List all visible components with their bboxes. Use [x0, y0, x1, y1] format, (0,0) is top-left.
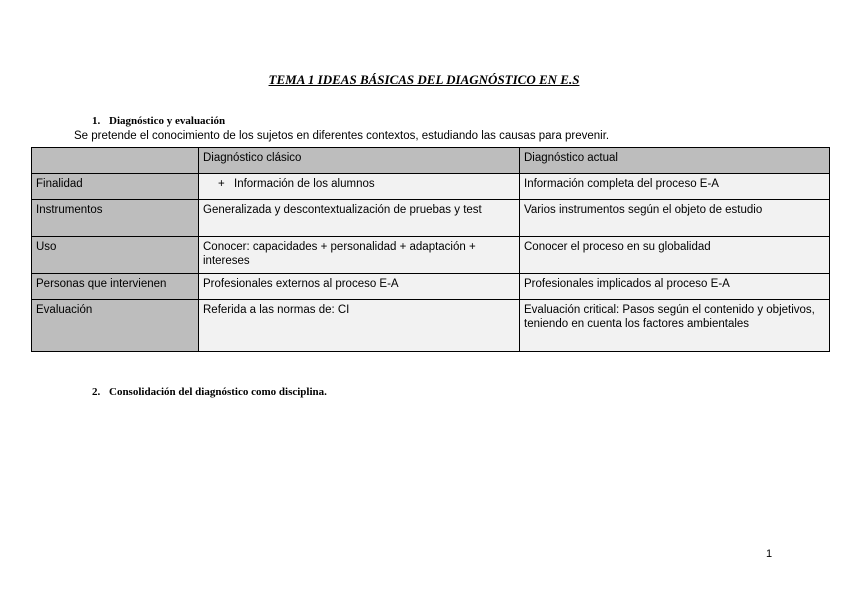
page-number: 1 — [766, 548, 773, 560]
row-classic-cell: Referida a las normas de: CI — [199, 300, 520, 352]
table-row — [32, 237, 830, 274]
row-label: Evaluación — [32, 300, 199, 352]
row-classic-cell: Profesionales externos al proceso E-A — [199, 274, 520, 300]
row-label: Finalidad — [32, 174, 199, 200]
section-number-2: 2. — [92, 386, 101, 398]
bullet-plus: + — [218, 178, 225, 190]
row-actual-cell: Varios instrumentos según el objeto de estudio — [520, 200, 830, 237]
row-actual-cell: Profesionales implicados al proceso E-A — [520, 274, 830, 300]
header-cell-classic: Diagnóstico clásico — [199, 148, 520, 174]
intro-paragraph: Se pretende el conocimiento de los sujetos en diferentes contextos, estudiando las causas para prevenir. — [74, 130, 610, 142]
section-heading-1 — [92, 115, 225, 127]
row-classic-text: Información de los alumnos — [234, 178, 375, 190]
table-row — [32, 300, 830, 352]
row-actual-cell: Información completa del proceso E-A — [520, 174, 830, 200]
table-header-row — [32, 148, 830, 174]
row-label: Personas que intervienen — [32, 274, 199, 300]
header-cell-actual: Diagnóstico actual — [520, 148, 830, 174]
comparison-table — [31, 147, 830, 352]
row-actual-cell: Conocer el proceso en su globalidad — [520, 237, 830, 274]
row-classic-cell: Conocer: capacidades + personalidad + adaptación + intereses — [199, 237, 520, 274]
table-row — [32, 174, 830, 200]
section-title-2: Consolidación del diagnóstico como disciplina. — [109, 386, 327, 398]
section-heading-2 — [92, 386, 327, 398]
section-title-1: Diagnóstico y evaluación — [109, 115, 226, 127]
document-title: TEMA 1 IDEAS BÁSICAS DEL DIAGNÓSTICO EN E.S — [268, 72, 580, 87]
row-classic-cell: Generalizada y descontextualización de pruebas y test — [199, 200, 520, 237]
section-number-1: 1. — [92, 115, 101, 127]
table-row — [32, 200, 830, 237]
row-classic-cell — [199, 174, 520, 200]
row-actual-cell: Evaluación critical: Pasos según el contenido y objetivos, teniendo en cuenta los factores ambientales — [520, 300, 830, 352]
header-cell-empty — [32, 148, 199, 174]
row-label: Instrumentos — [32, 200, 199, 237]
table-row — [32, 274, 830, 300]
row-label: Uso — [32, 237, 199, 274]
